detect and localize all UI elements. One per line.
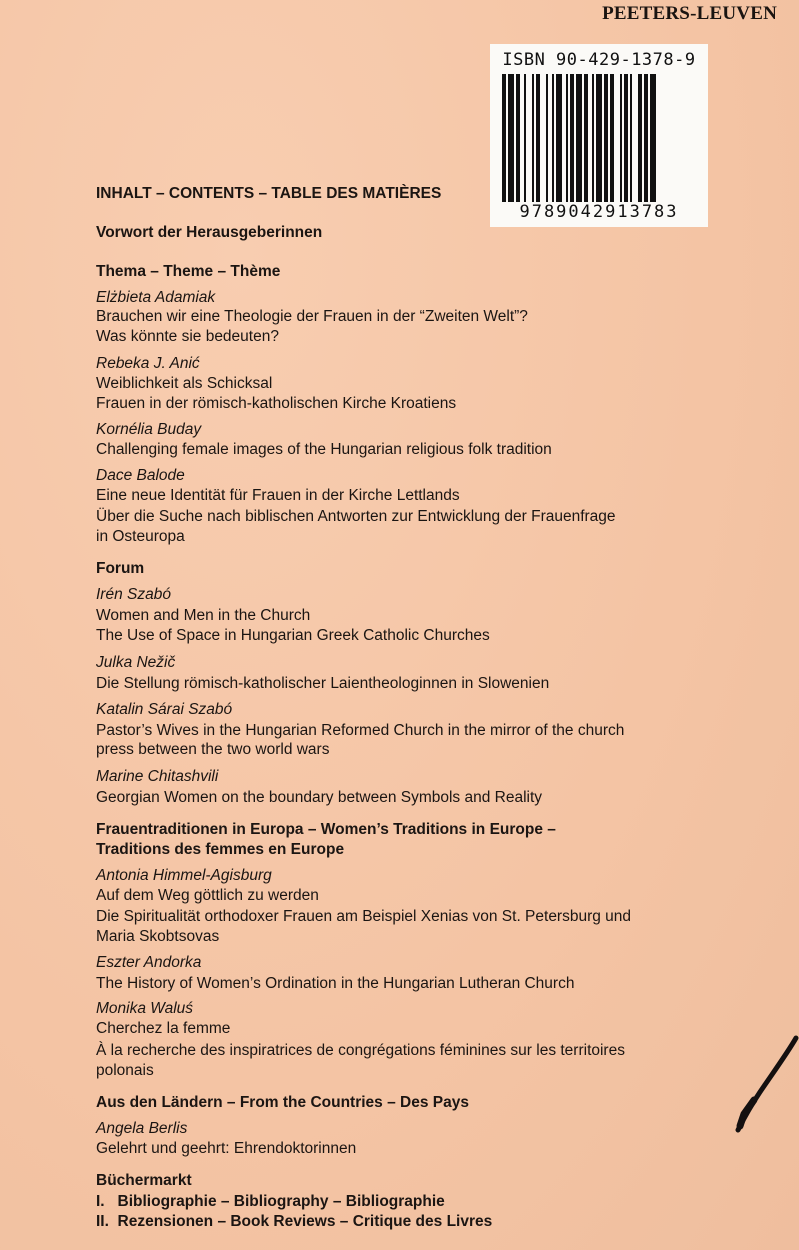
section-title: Frauentraditionen in Europa – Women’s Traditions in Europe – xyxy=(96,821,556,838)
entry-author: Irén Szabó xyxy=(96,586,171,603)
entry-title-line: polonais xyxy=(96,1062,154,1079)
entry-title-line: Auf dem Weg göttlich zu werden xyxy=(96,887,319,904)
entry-title-line: À la recherche des inspiratrices de congrégations féminines sur les territoires xyxy=(96,1042,625,1059)
entry-author: Angela Berlis xyxy=(96,1120,188,1137)
section-title-continued: Traditions des femmes en Europe xyxy=(96,841,345,858)
publisher-name: PEETERS-LEUVEN xyxy=(602,3,777,24)
section-title: Forum xyxy=(96,560,145,577)
entry-author: Monika Waluś xyxy=(96,1000,194,1017)
entry-title-line: Eine neue Identität für Frauen in der Kirche Lettlands xyxy=(96,487,460,504)
entry-author: Antonia Himmel-Agisburg xyxy=(96,867,272,884)
book-market-title: Büchermarkt xyxy=(96,1172,192,1189)
entry-author: Eszter Andorka xyxy=(96,954,202,971)
entry-title-line: Challenging female images of the Hungarian religious folk tradition xyxy=(96,441,552,458)
entry-title-line: press between the two world wars xyxy=(96,741,330,758)
entry-title-line: Die Spiritualität orthodoxer Frauen am Beispiel Xenias von St. Petersburg und xyxy=(96,908,632,925)
entry-title-line: The History of Women’s Ordination in the Hungarian Lutheran Church xyxy=(96,975,575,992)
entry-author: Dace Balode xyxy=(96,467,185,484)
entry-title-line: Über die Suche nach biblischen Antworten zur Entwicklung der Frauenfrage xyxy=(96,508,616,525)
entry-author: Kornélia Buday xyxy=(96,421,202,438)
entry-title-line: Brauchen wir eine Theologie der Frauen in der “Zweiten Welt”? xyxy=(96,308,528,325)
entry-title-line: in Osteuropa xyxy=(96,528,185,545)
entry-title-line: Georgian Women on the boundary between Symbols and Reality xyxy=(96,789,543,806)
section-title: Thema – Theme – Thème xyxy=(96,263,281,280)
entry-title-line: Frauen in der römisch-katholischen Kirche Kroatiens xyxy=(96,395,457,412)
entry-title-line: Die Stellung römisch-katholischer Laientheologinnen in Slowenien xyxy=(96,675,550,692)
isbn-text: ISBN 90-429-1378-9 xyxy=(502,50,696,70)
ean-number: 9789042913783 xyxy=(519,202,679,222)
entry-title-line: Weiblichkeit als Schicksal xyxy=(96,375,273,392)
entry-title-line: Was könnte sie bedeuten? xyxy=(96,328,279,345)
isbn-barcode xyxy=(490,44,708,227)
entry-title-line: Women and Men in the Church xyxy=(96,607,311,624)
book-market-item: II. Rezensionen – Book Reviews – Critique des Livres xyxy=(96,1213,493,1230)
entry-title-line: The Use of Space in Hungarian Greek Catholic Churches xyxy=(96,627,490,644)
barcode-icon xyxy=(502,74,696,202)
entry-title-line: Cherchez la femme xyxy=(96,1020,231,1037)
entry-title-line: Gelehrt und geehrt: Ehrendoktorinnen xyxy=(96,1140,357,1157)
ink-stroke-mark xyxy=(730,1030,799,1140)
entry-title-line: Pastor’s Wives in the Hungarian Reformed Church in the mirror of the church xyxy=(96,722,625,739)
entry-author: Marine Chitashvili xyxy=(96,768,219,785)
book-market-item: I. Bibliographie – Bibliography – Bibliographie xyxy=(96,1193,445,1210)
toc-preface: Vorwort der Herausgeberinnen xyxy=(96,224,323,241)
section-title: Aus den Ländern – From the Countries – Des Pays xyxy=(96,1094,469,1111)
toc-heading: INHALT – CONTENTS – TABLE DES MATIÈRES xyxy=(96,185,442,202)
entry-author: Rebeka J. Anić xyxy=(96,355,200,372)
entry-author: Julka Nežič xyxy=(96,654,176,671)
entry-author: Katalin Sárai Szabó xyxy=(96,701,233,718)
entry-author: Elżbieta Adamiak xyxy=(96,289,216,306)
entry-title-line: Maria Skobtsovas xyxy=(96,928,220,945)
